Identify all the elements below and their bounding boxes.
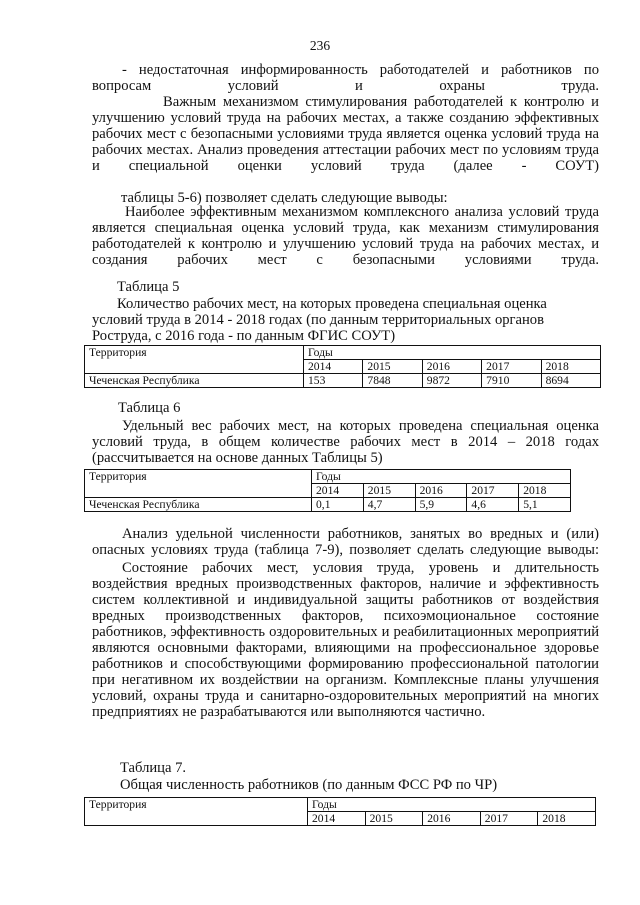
table6-label: Таблица 6 [118, 400, 181, 416]
paragraph-2-tail: таблицы 5-6) позволяет сделать следующие выводы: [121, 190, 448, 206]
table7-year: 2016 [423, 812, 481, 826]
table6-value: 0,1 [312, 498, 364, 512]
table6-year: 2014 [312, 484, 364, 498]
table5-year: 2018 [541, 360, 600, 374]
table5-header-territory: Территория [85, 346, 304, 374]
table5-title-line1: Количество рабочих мест, на которых проведена специальная оценка [117, 296, 547, 312]
table7-label: Таблица 7. [120, 760, 187, 776]
table6-value: 5,9 [415, 498, 467, 512]
paragraph-1: - недостаточная информированность работодателей и работников по вопросам условий и охраны труда. [92, 62, 599, 94]
paragraph-5: Состояние рабочих мест, условия труда, уровень и длительность воздействия вредных производственных факторов, наличие и эффективность систем коллективной и индивидуальной защиты работников от воздействия вредных производственных факторов, психоэмоциональное состояние работников, эффективность оздоровительных и реабилитационных мероприятий являются основными факторами, влияющими на профессиональное здоровье работников и способствующими формированию профессиональной патологии при негативном их воздействии на организм. Комплексные планы улучшения условий, охраны труда и санитарно-оздоровительных мероприятий на многих предприятиях не разрабатываются или выполняются частично. [92, 560, 599, 720]
table5-value: 7848 [363, 374, 422, 388]
table7-year: 2015 [365, 812, 423, 826]
table6-title: Удельный вес рабочих мест, на которых проведена специальная оценка условий труда, в общем количестве рабочих мест в 2014 – 2018 годах [92, 418, 599, 450]
table6-value: 4,6 [467, 498, 519, 512]
table6-year: 2015 [363, 484, 415, 498]
table6-header-territory: Территория [85, 470, 312, 498]
paragraph-2: Важным механизмом стимулирования работодателей к контролю и улучшению условий труда на рабочих местах, а также созданию эффективных рабочих мест с безопасными условиями труда является оценка условий труда на рабочих местах. Анализ проведения аттестации рабочих мест по условиям труда и специальной оценки условий труда (далее - СОУТ) [92, 94, 599, 174]
table6 [84, 469, 571, 512]
table5-header-years: Годы [304, 346, 601, 360]
table7-year: 2014 [308, 812, 366, 826]
table5-year: 2015 [363, 360, 422, 374]
table5-title-line2: условий труда в 2014 - 2018 годах (по данным территориальных органов [92, 312, 544, 328]
table7-title: Общая численность работников (по данным ФСС РФ по ЧР) [120, 777, 498, 793]
table7-header-years: Годы [308, 798, 596, 812]
table-row [85, 374, 601, 388]
table6-year: 2016 [415, 484, 467, 498]
table5-title-line3: Роструда, с 2016 года - по данным ФГИС СОУТ) [92, 328, 396, 344]
table5-value: 8694 [541, 374, 600, 388]
table6-value: 4,7 [363, 498, 415, 512]
table5-year: 2017 [482, 360, 541, 374]
table7 [84, 797, 596, 826]
table6-row-name: Чеченская Республика [85, 498, 312, 512]
table-row [85, 498, 571, 512]
table6-year: 2018 [519, 484, 571, 498]
table5-value: 153 [304, 374, 363, 388]
table5-value: 9872 [422, 374, 481, 388]
table6-year: 2017 [467, 484, 519, 498]
table5-label: Таблица 5 [117, 279, 180, 295]
table7-year: 2018 [538, 812, 596, 826]
paragraph-3: Наиболее эффективным механизмом комплексного анализа условий труда является специальная оценка условий труда, как механизм стимулирования работодателей к контролю и улучшению условий труда на рабочих местах, и создания рабочих мест с безопасными условиями труда. [92, 204, 599, 268]
page-number: 236 [309, 38, 331, 53]
table5-year: 2016 [422, 360, 481, 374]
table6-title-tail: (рассчитывается на основе данных Таблицы 5) [92, 450, 383, 466]
table7-year: 2017 [480, 812, 538, 826]
table5-year: 2014 [304, 360, 363, 374]
table6-header-years: Годы [312, 470, 571, 484]
table5-row-name: Чеченская Республика [85, 374, 304, 388]
table6-value: 5,1 [519, 498, 571, 512]
table5-value: 7910 [482, 374, 541, 388]
table7-header-territory: Территория [85, 798, 308, 826]
table5 [84, 345, 601, 388]
paragraph-4: Анализ удельной численности работников, занятых во вредных и (или) опасных условиях труда (таблица 7-9), позволяет сделать следующие выводы: [92, 526, 599, 558]
